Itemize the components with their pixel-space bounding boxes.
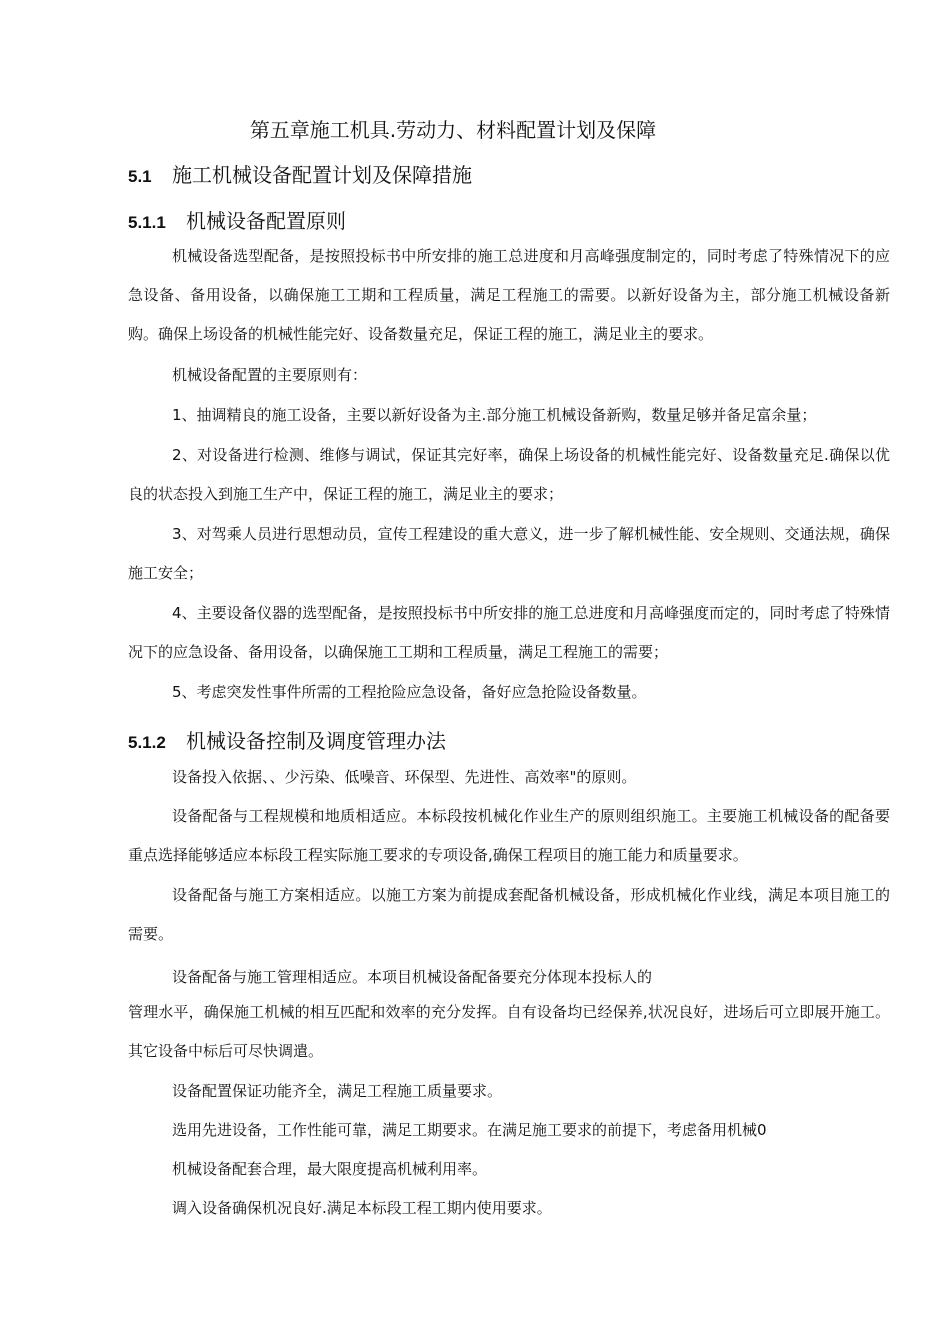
section-number: 5.1 [128, 167, 152, 186]
paragraph: 设备配备与工程规模和地质相适应。本标段按机械化作业生产的原则组织施工。主要施工机械设备的配备要重点选择能够适应本标段工程实际施工要求的专项设备,确保工程项目的施工能力和质量要求。 [128, 807, 890, 864]
section-title: 机械设备配置原则 [186, 209, 346, 233]
paragraph: 设备投入依据、、少污染、低噪音、环保型、先进性、高效率"的原则。 [172, 768, 637, 786]
paragraph: 机械设备选型配备，是按照投标书中所安排的施工总进度和月高峰强度制定的，同时考虑了特殊情况下的应急设备、备用设备，以确保施工工期和工程质量，满足工程施工的需要。以新好设备为主，部分施工机械设备新购。确保上场设备的机械性能完好、设备数量充足，保证工程的施工，满足业主的要求。 [128, 247, 890, 343]
paragraph: 机械设备配置的主要原则有： [172, 366, 368, 384]
list-item: 3、对驾乘人员进行思想动员，宣传工程建设的重大意义，进一步了解机械性能、安全规则、交通法规，确保施工安全； [128, 525, 890, 582]
section-heading-5-1-1 [128, 207, 346, 237]
paragraph: 调入设备确保机况良好.满足本标段工程工期内使用要求。 [172, 1199, 552, 1217]
section-title: 机械设备控制及调度管理办法 [186, 729, 446, 753]
chapter-title: 第五章施工机具.劳动力、材料配置计划及保障 [249, 118, 657, 142]
paragraph: 管理水平，确保施工机械的相互匹配和效率的充分发挥。自有设备均已经保养,状况良好，进场后可立即展开施工。其它设备中标后可尽快调遣。 [128, 1003, 890, 1060]
list-item: 1、抽调精良的施工设备，主要以新好设备为主.部分施工机械设备新购，数量足够并备足富余量； [172, 406, 817, 424]
paragraph: 设备配备与施工方案相适应。以施工方案为前提成套配备机械设备，形成机械化作业线，满足本项目施工的需要。 [128, 886, 890, 943]
paragraph: 机械设备配套合理，最大限度提高机械利用率。 [172, 1160, 488, 1178]
section-heading-5-1 [128, 161, 472, 191]
section-number: 5.1.2 [128, 733, 166, 752]
paragraph: 设备配置保证功能齐全，满足工程施工质量要求。 [172, 1082, 503, 1100]
list-item: 2、对设备进行检测、维修与调试，保证其完好率，确保上场设备的机械性能完好、设备数量充足.确保以优良的状态投入到施工生产中，保证工程的施工，满足业主的要求； [128, 446, 890, 503]
paragraph: 选用先进设备，工作性能可靠，满足工期要求。在满足施工要求的前提下，考虑备用机械0 [172, 1121, 767, 1139]
list-item: 5、考虑突发性事件所需的工程抢险应急设备，备好应急抢险设备数量。 [172, 683, 647, 701]
section-number: 5.1.1 [128, 213, 166, 232]
section-title: 施工机械设备配置计划及保障措施 [172, 163, 472, 187]
paragraph: 设备配备与施工管理相适应。本项目机械设备配备要充分体现本投标人的 [172, 968, 653, 986]
list-item: 4、主要设备仪器的选型配备，是按照投标书中所安排的施工总进度和月高峰强度而定的，同时考虑了特殊情况下的应急设备、备用设备，以确保施工工期和工程质量，满足工程施工的需要； [128, 604, 890, 661]
section-heading-5-1-2 [128, 727, 446, 757]
